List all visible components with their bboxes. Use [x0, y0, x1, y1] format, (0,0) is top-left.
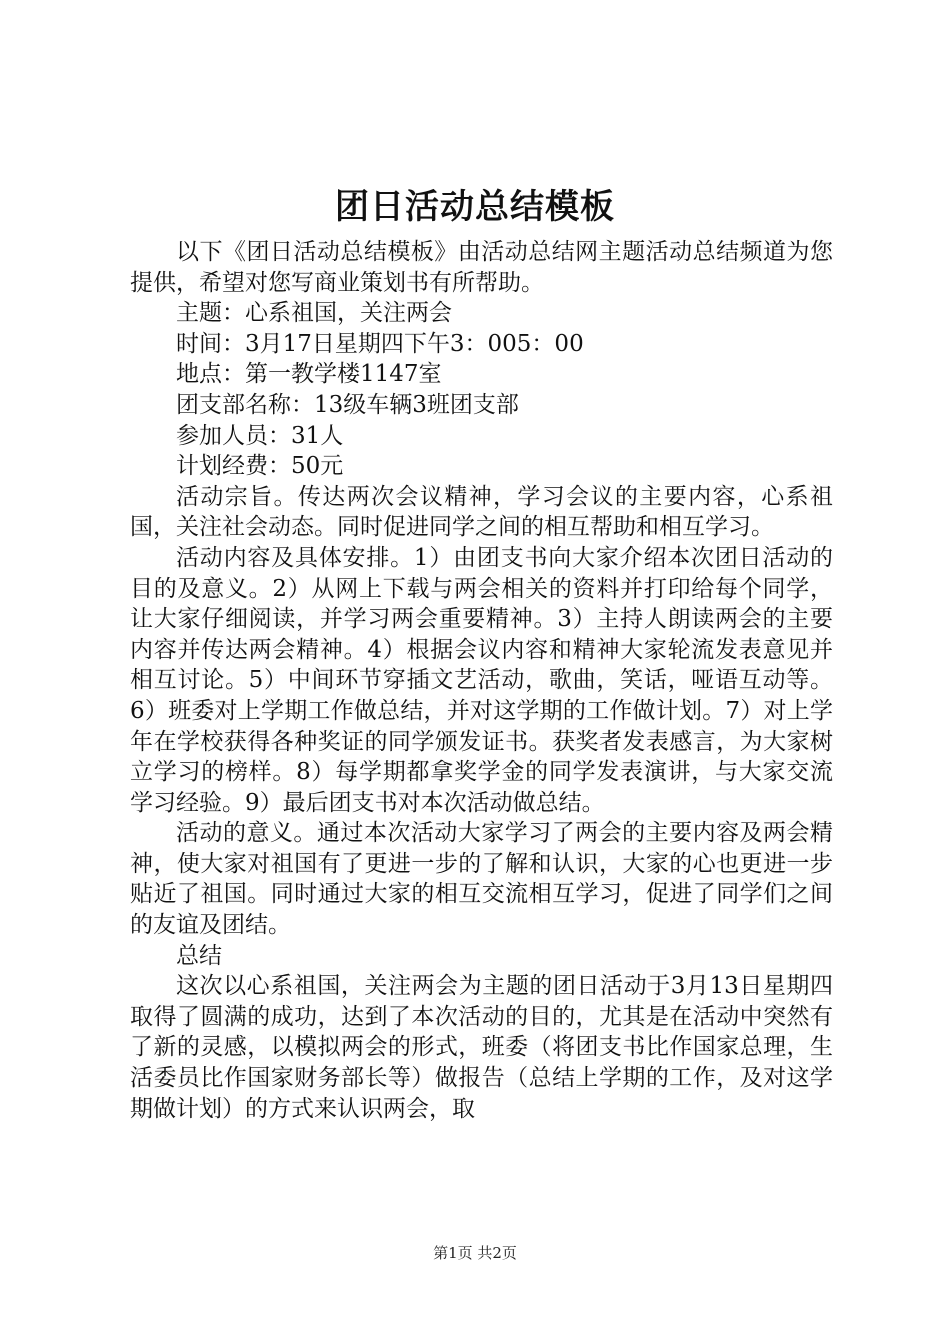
participants-line: 参加人员：31人: [176, 422, 344, 449]
budget-line: 计划经费：50元: [176, 453, 344, 480]
location-line: 地点：第一教学楼1147室: [176, 361, 442, 388]
summary-paragraph: 这次以心系祖国，关注两会为主题的团日活动于3月13日星期四取得了圆满的成功，达到了本次活动的目的，尤其是在活动中突然有了新的灵感，以模拟两会的形式，班委（将团支书比作国家总理，生活委员比作国家财务部长等）做报告（总结上学期的工作，及对这学期做计划）的方式来认识两会，取: [130, 973, 833, 1122]
intro-paragraph: 以下《团日活动总结模板》由活动总结网主题活动总结频道为您提供，希望对您写商业策划书有所帮助。: [130, 239, 833, 296]
time-line: 时间：3月17日星期四下午3：005：00: [176, 330, 584, 357]
significance-paragraph: 活动的意义。通过本次活动大家学习了两会的主要内容及两会精神，使大家对祖国有了更进一步的了解和认识，大家的心也更进一步贴近了祖国。同时通过大家的相互交流相互学习，促进了同学们之间的友谊及团结。: [130, 820, 833, 939]
purpose-paragraph: 活动宗旨。传达两次会议精神，学习会议的主要内容，心系祖国，关注社会动态。同时促进同学之间的相互帮助和相互学习。: [130, 483, 833, 541]
activity-content-paragraph: 活动内容及具体安排。1）由团支书向大家介绍本次团日活动的目的及意义。2）从网上下载与两会相关的资料并打印给每个同学，让大家仔细阅读，并学习两会重要精神。3）主持人朗读两会的主要内容并传达两会精神。4）根据会议内容和精神大家轮流发表意见并相互讨论。5）中间环节穿插文艺活动，歌曲，笑话，哑语互动等。6）班委对上学期工作做总结，并对这学期的工作做计划。7）对上学年在学校获得各种奖证的同学颁发证书。获奖者发表感言，为大家树立学习的榜样。8）每学期都拿奖学金的同学发表演讲，与大家交流学习经验。9）最后团支书对本次活动做总结。: [130, 544, 833, 816]
document-body: [130, 237, 833, 1124]
summary-heading: 总结: [176, 942, 222, 969]
page-footer: 第1页 共2页: [433, 1244, 517, 1262]
document-title: 团日活动总结模板: [335, 187, 615, 227]
theme-line: 主题：心系祖国，关注两会: [176, 300, 452, 327]
branch-name-line: 团支部名称：13级车辆3班团支部: [176, 391, 519, 418]
